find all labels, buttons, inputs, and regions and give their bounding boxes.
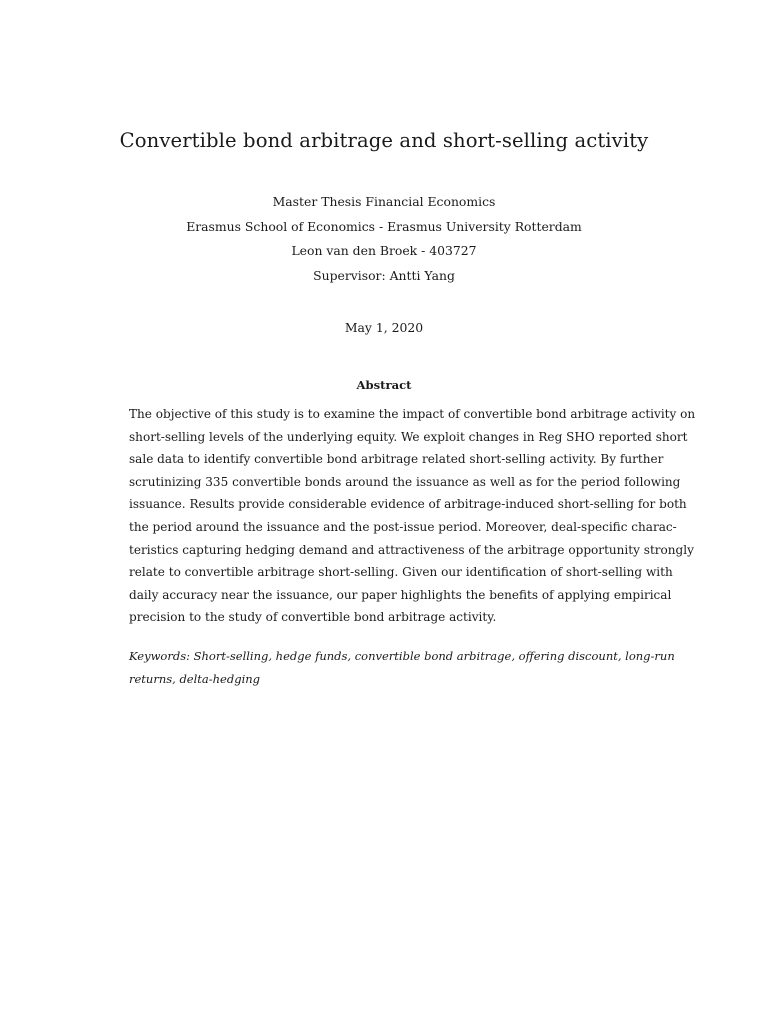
keywords-line: returns, delta-hedging: [129, 671, 261, 686]
abstract-line: The objective of this study is to examine the impact of convertible bond arbitrage activity on: [129, 407, 696, 421]
paper-title: Convertible bond arbitrage and short-selling activity: [119, 129, 649, 152]
abstract-line: short-selling levels of the underlying equity. We exploit changes in Reg SHO reported short: [129, 429, 688, 444]
abstract-line: scrutinizing 335 convertible bonds around the issuance as well as for the period following: [129, 474, 681, 489]
institution: Erasmus School of Economics - Erasmus University Rotterdam: [186, 219, 582, 234]
abstract-line: teristics capturing hedging demand and attractiveness of the arbitrage opportunity strongly: [129, 542, 694, 557]
abstract-line: sale data to identify convertible bond arbitrage related short-selling activity. By further: [129, 452, 664, 467]
supervisor: Supervisor: Antti Yang: [313, 268, 455, 283]
abstract-line: relate to convertible arbitrage short-selling. Given our identification of short-selling with: [129, 565, 673, 580]
abstract-heading: Abstract: [356, 378, 412, 392]
abstract-line: the period around the issuance and the post-issue period. Moreover, deal-specific charac-: [129, 519, 677, 534]
abstract-line: precision to the study of convertible bond arbitrage activity.: [129, 610, 497, 625]
keywords-line: Keywords: Short-selling, hedge funds, convertible bond arbitrage, offering discount, long-run: [129, 649, 675, 663]
thesis-type: Master Thesis Financial Economics: [272, 194, 496, 209]
abstract-body: [129, 403, 696, 629]
abstract-line: daily accuracy near the issuance, our paper highlights the benefits of applying empirical: [129, 587, 672, 602]
author: Leon van den Broek - 403727: [291, 243, 477, 258]
abstract-line: issuance. Results provide considerable evidence of arbitrage-induced short-selling for both: [129, 497, 687, 512]
paper-date: May 1, 2020: [344, 320, 424, 335]
keywords: [129, 645, 675, 690]
